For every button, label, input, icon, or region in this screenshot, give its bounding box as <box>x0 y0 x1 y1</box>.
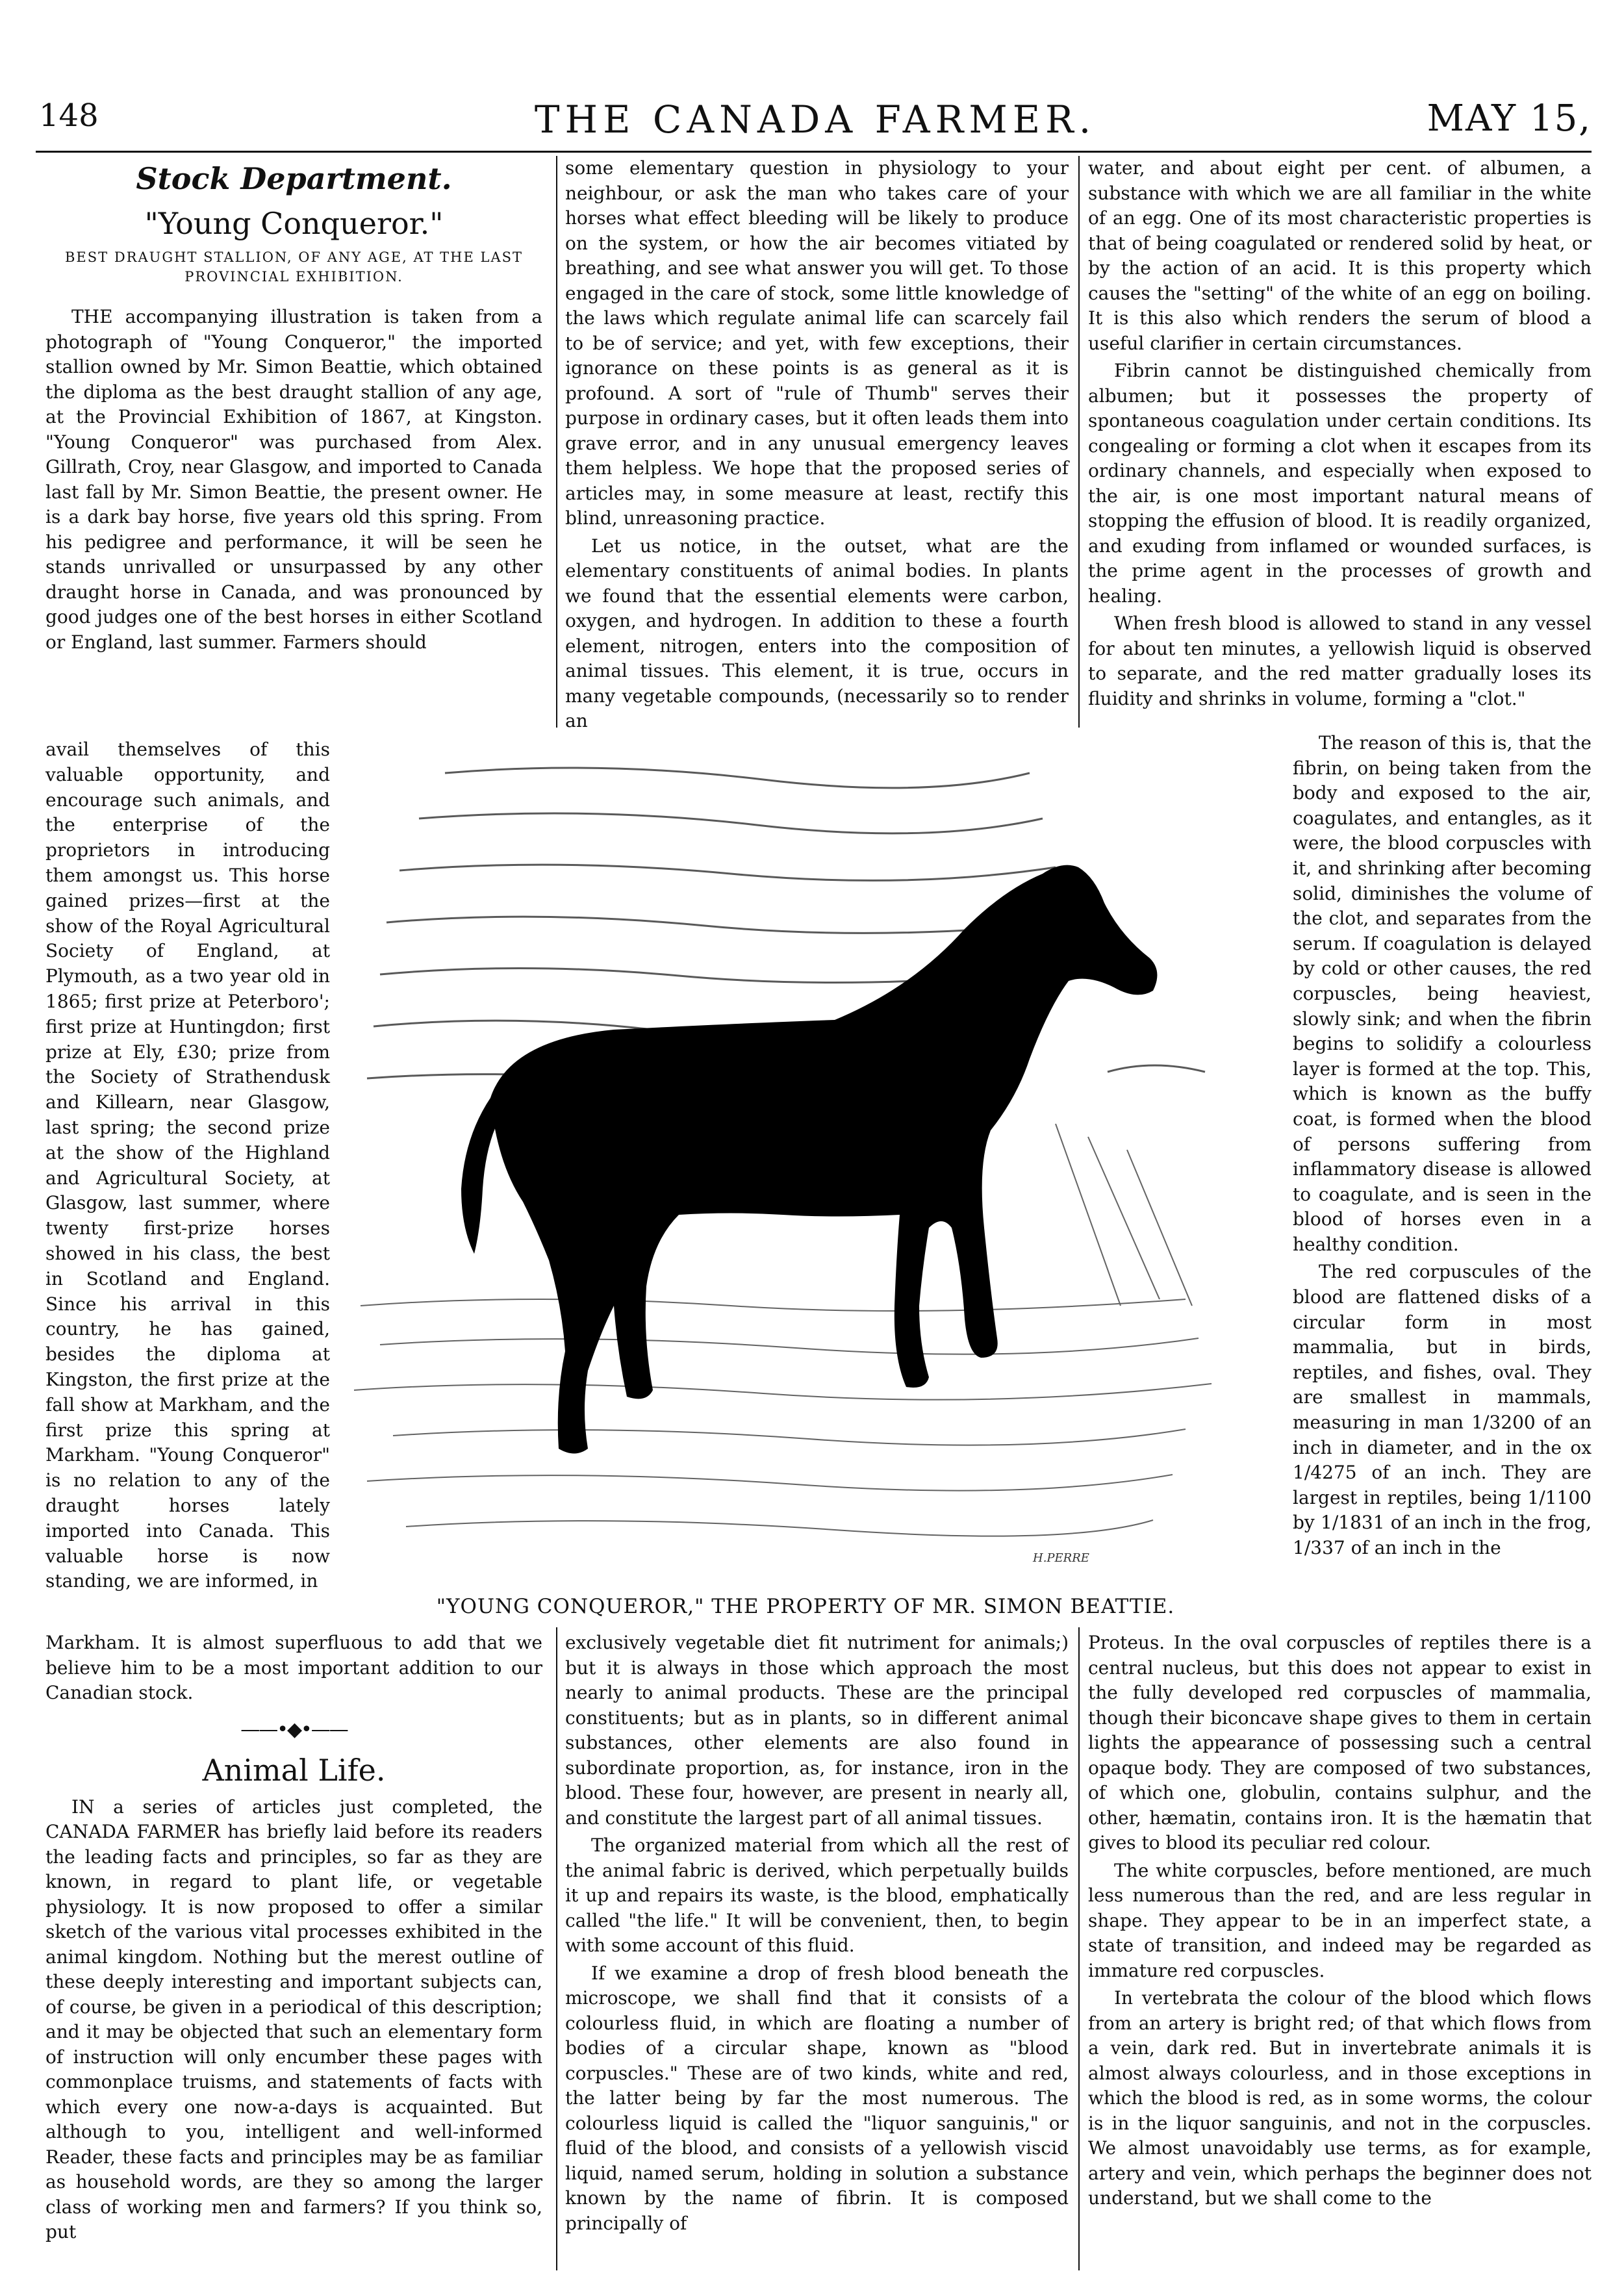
department-heading: Stock Department. <box>136 161 452 196</box>
animal-life-column-2-top <box>565 156 1069 737</box>
article-heading: Animal Life. <box>202 1753 386 1788</box>
animal-life-column-3-bottom <box>1088 1631 1592 2214</box>
section-separator: ——•◆•—— <box>240 1718 348 1741</box>
article-paragraph: The red corpuscules of the blood are flattened disks of a circular form in most mammalia, but in birds, reptiles, and fishes, oval. They are smallest in mammals, measuring in man 1/3200 of an inch in diameter, and in the ox 1/4275 of an inch. They are largest in reptiles, being 1/1100 by 1/1831 of an inch in the frog, 1/337 of an inch in the <box>1293 1261 1592 1558</box>
article-paragraph: When fresh blood is allowed to stand in any vessel for about ten minutes, a yellowish liquid is observed to separate, and the red matter gradually loses its fluidity and shrinks in volume, forming a "clot." <box>1088 613 1592 709</box>
article-paragraph: THE accompanying illustration is taken from a photograph of "Young Conqueror," the imported stallion owned by Mr. Simon Beattie, which obtained the diploma as the best draught stallion of any age, at the Provincial Exhibition of 1867, at Kingston. "Young Conqueror" was purchased from Alex. Gillrath, Croy, near Glasgow, and imported to Canada last fall by Mr. Simon Beattie, the present owner. He is a dark bay horse, five years old this spring. From his pedigree and performance, it will be seen he stands unrivalled or unsurpassed by any other draught horse in Canada, and was pronounced by good judges one of the best horses in either Scotland or England, last summer. Farmers should <box>45 306 542 653</box>
issue-date: MAY 15, <box>1427 97 1592 140</box>
animal-life-column-1 <box>45 1631 542 2248</box>
article-paragraph: some elementary question in physiology to your neighbour, or ask the man who takes care of your horses what effect bleeding will be likely to produce on the system, or how the air becomes vitiated by breathing, and see what answer you will get. To those engaged in the care of stock, some little knowledge of the laws which regulate animal life can scarcely fail to be of service; and yet, with few exceptions, their ignorance on these points is as general as it is profound. A sort of "rule of Thumb" serves their purpose in ordinary cases, but it often leads them into grave error, and in any unusual emergency leaves them helpless. We hope that the proposed series of articles may, in some measure at least, rectify this blind, unreasoning practice. <box>565 157 1069 529</box>
column-rule <box>1078 1627 1080 2270</box>
animal-life-column-3-wrap <box>1293 731 1592 1564</box>
column-rule <box>1078 156 1080 728</box>
stock-department-column <box>45 156 542 657</box>
animal-life-column-2-bottom <box>565 1631 1069 2239</box>
column-rule <box>556 1627 557 2270</box>
engraver-signature: H.PERRE <box>1033 1551 1089 1565</box>
article-heading: "Young Conqueror." <box>144 205 444 241</box>
stock-wrap-column <box>45 737 330 1597</box>
article-subheading: BEST DRAUGHT STALLION, OF ANY AGE, AT THE LAST PROVINCIAL EXHIBITION. <box>65 249 523 285</box>
newspaper-title: THE CANADA FARMER. <box>534 97 1097 142</box>
article-paragraph: Markham. It is almost superfluous to add that we believe him to be a most important addition to our Canadian stock. <box>45 1632 542 1703</box>
article-paragraph: The organized material from which all the rest of the animal fabric is derived, which perpetually builds it up and repairs its waste, is the blood, emphatically called "the life." It will be convenient, then, to begin with some account of this fluid. <box>565 1835 1069 1956</box>
animal-life-column-3-top <box>1088 156 1592 714</box>
article-paragraph: Let us notice, in the outset, what are the elementary constituents of animal bodies. In plants we found that the essential elements were carbon, oxygen, and hydrogen. In addition to these a fourth element, nitrogen, enters into the composition of animal tissues. This element, it is true, occurs in many vegetable compounds, (necessarily so to render an <box>565 535 1069 731</box>
article-paragraph: exclusively vegetable diet fit nutriment for animals;) but it is always in those which approach the most nearly to animal products. These are the principal constituents; but as in plants, so in different animal substances, other elements are also found in subordinate proportion, as, for instance, iron in the blood. These four, however, are present in nearly all, and constitute the largest part of all animal tissues. <box>565 1632 1069 1829</box>
masthead-rule <box>36 151 1592 153</box>
article-paragraph: In vertebrata the colour of the blood which flows from an artery is bright red; of that which flows from a vein, dark red. But in invertebrate animals it is almost always colourless, and in those exceptions in which the blood is red, as in some worms, the colour is in the liquor sanguinis, and not in the corpuscles. We almost unavoidably use terms, as for example, artery and vein, which perhaps the beginner does not understand, but we shall come to the <box>1088 1987 1592 2209</box>
article-paragraph: If we examine a drop of fresh blood beneath the microscope, we shall find that it consists of a colourless fluid, in which are floating a number of bodies of a circular shape, known as "blood corpuscles." These are of two kinds, white and red, the latter being by far the most numerous. The colourless liquid is called the "liquor sanguinis," or fluid of the blood, and consists of a yellowish viscid liquid, named serum, holding in solution a substance known by the name of fibrin. It is composed principally of <box>565 1962 1069 2234</box>
article-paragraph: The reason of this is, that the fibrin, on being taken from the body and exposed to the air, coagulates, and entangles, as it were, the blood corpuscles with it, and shrinking after becoming solid, diminishes the volume of the clot, and separates from the serum. If coagulation is delayed by cold or other causes, the red corpuscles, being heaviest, slowly sink; and when the fibrin begins to solidify a colourless layer is formed at the top. This, which is known as the buffy coat, is formed when the blood of persons suffering from inflammatory disease is allowed to coagulate, and is seen in the blood of horses even in a healthy condition. <box>1293 732 1592 1255</box>
article-paragraph: avail themselves of this valuable opportunity, and encourage such animals, and the enterprise of the proprietors in introducing them amongst us. This horse gained prizes—first at the show of the Royal Agricultural Society of England, at Plymouth, as a two year old in 1865; first prize at Peterboro'; first prize at Huntingdon; first prize at Ely, £30; prize from the Society of Strathendusk and Killearn, near Glasgow, last spring; the second prize at the show of the Highland and Agricultural Society, at Glasgow, last summer, where twenty first-prize horses showed in his class, the best in Scotland and England. Since his arrival in this country, he has gained, besides the diploma at Kingston, the first prize at the fall show at Markham, and the first prize this spring at Markham. "Young Conqueror" is no relation to any of the draught horses lately imported into Canada. This valuable horse is now standing, we are informed, in <box>45 739 330 1592</box>
page-number: 148 <box>39 97 99 134</box>
article-paragraph: IN a series of articles just completed, the CANADA FARMER has briefly laid before its readers the leading facts and principles, so far as they are known, in regard to plant life, or vegetable physiology. It is now proposed to offer a similar sketch of the various vital processes exhibited in the animal kingdom. Nothing but the merest outline of these deeply interesting and important subjects can, of course, be given in a periodical of this description; and it may be objected that such an elementary form of instruction will only encumber these pages with commonplace truisms, and statements of facts with which every one now-a-days is acquainted. But although to you, intelligent and well-informed Reader, these facts and principles may be as familiar as household words, are they so among the larger class of working men and farmers? If you think so, put <box>45 1796 542 2242</box>
masthead <box>39 97 1592 149</box>
article-paragraph: The white corpuscles, before mentioned, are much less numerous than the red, and are less regular in shape. They appear to be in an imperfect state, a state of transition, and indeed may be regarded as immature red corpuscles. <box>1088 1859 1592 1981</box>
column-rule <box>556 156 557 728</box>
article-paragraph: Fibrin cannot be distinguished chemically from albumen; but it possesses the property of spontaneous coagulation under certain conditions. Its congealing or forming a clot when it escapes from its ordinary channels, and especially when exposed to the air, is one most important natural means of stopping the effusion of blood. It is readily organized, and exuding from inflamed or wounded surfaces, is the prime agent in the processes of growth and healing. <box>1088 360 1592 607</box>
article-paragraph: Proteus. In the oval corpuscles of reptiles there is a central nucleus, but this does not appear to exist in the fully developed red corpuscles of mammalia, though their biconcave shape gives to them in certain lights the appearance of possessing such a central opaque body. They are composed of two substances, of which one, globulin, contains sulphur, and the other, hæmatin, contains iron. It is the hæmatin that gives to blood its peculiar red colour. <box>1088 1632 1592 1853</box>
article-paragraph: water, and about eight per cent. of albumen, a substance with which we are all familiar in the white of an egg. One of its most characteristic properties is that of being coagulated or rendered solid by heat, or by the action of an acid. It is this property which causes the "setting" of the white of an egg on boiling. It is this also which renders the serum of blood a useful clarifier in certain circumstances. <box>1088 157 1592 354</box>
illustration-caption: "YOUNG CONQUEROR," THE PROPERTY OF MR. SIMON BEATTIE. <box>436 1595 1175 1618</box>
horse-illustration <box>341 734 1289 1592</box>
